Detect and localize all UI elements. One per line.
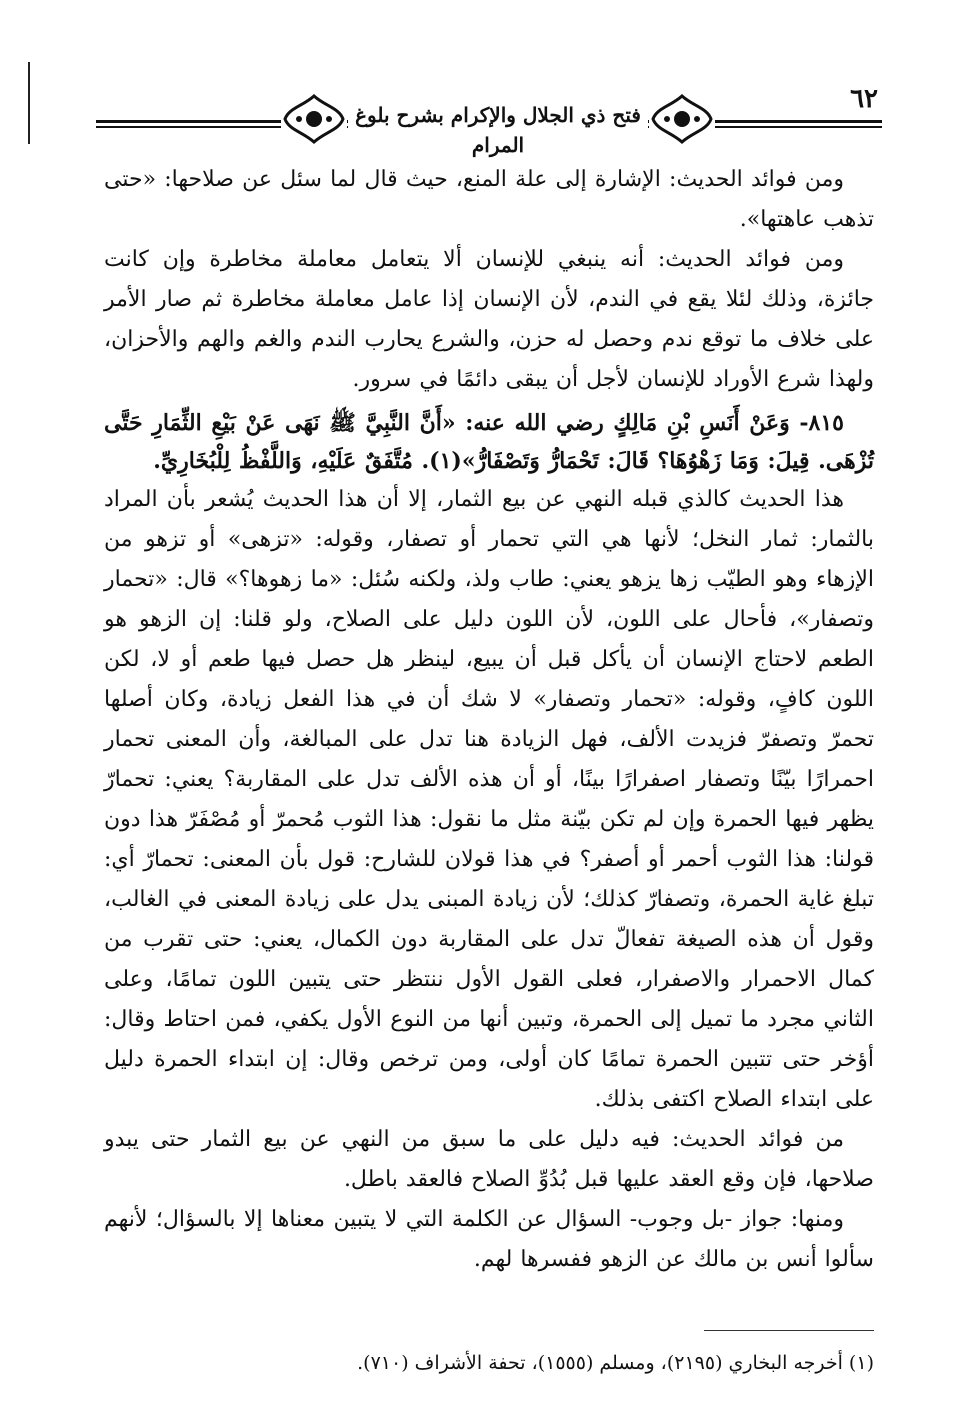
paragraph: ومن فوائد الحديث: الإشارة إلى علة المنع، حيث قال لما سئل عن صلاحها: «حتى تذهب عاهتها». [104,167,874,232]
page-body [104,160,874,1280]
commentary-paragraph: هذا الحديث كالذي قبله النهي عن بيع الثمار، إلا أن هذا الحديث يُشعر بأن المراد بالثمار: ثمار النخل؛ لأنها هي التي تحمار أو تصفار، وقوله: «تزهى» أو تزهو من الإزهاء وهو الطيّب زها يزهو يعني: طاب ولذ، ولكنه سُئل: «ما زهوها؟» قال: «تحمار وتصفار»، فأحال على اللون، لأن اللون دليل على الصلاح، ولو قلنا: إن الزهو هو الطعم لاحتاج الإنسان أن يأكل قبل أن يبيع، لينظر هل حصل فيها طعم أو لا، لكن اللون كافٍ، وقوله: «تحمار وتصفار» لا شك أن في هذا الفعل زيادة، وكان أصلها تحمرّ وتصفرّ فزيدت الألف، فهل الزيادة هنا تدل على المبالغة، وأن المعنى تحمار احمرارًا بيّنًا وتصفار اصفرارًا بينًا، أو أن هذه الألف تدل على المقاربة؟ يعني: تحمارّ يظهر فيها الحمرة وإن لم تكن بيّنة مثل ما نقول: هذا الثوب مُحمرّ أو مُصْفَرّ هذا دون قولنا: هذا الثوب أحمر أو أصفر؟ في هذا قولان للشارح: قول بأن المعنى: تحمارّ أي: تبلغ غاية الحمرة، وتصفارّ كذلك؛ لأن زيادة المبنى يدل على زيادة المعنى في الغالب، وقول أن هذه الصيغة تفعالّ تدل على المقاربة دون الكمال، يعني: حتى تقرب من كمال الاحمرار والاصفرار، فعلى القول الأول ننتظر حتى يتبين اللون تمامًا، وعلى الثاني مجرد ما تميل إلى الحمرة، وتبين أنها من النوع الأول يكفي، فمن احتاط وقال: أؤخر حتى تتبين الحمرة تمامًا كان أولى، ومن ترخص وقال: إن ابتداء الحمرة دليل على ابتداء الصلاح اكتفى بذلك. [104,487,875,1112]
hadith-text [104,404,874,480]
commentary-paragraph: ومنها: جواز -بل وجوب- السؤال عن الكلمة التي لا يتبين معناها إلا بالسؤال؛ لأنهم سألوا أنس بن مالك عن الزهو ففسرها لهم. [104,1207,874,1272]
paragraph: ومن فوائد الحديث: أنه ينبغي للإنسان ألا يتعامل معاملة مخاطرة وإن كانت جائزة، وذلك لئلا يقع في الندم، لأن الإنسان إذا عامل معاملة مخاطرة ثم صار الأمر على خلاف ما توقع ندم وحصل له حزن، والشرع يحارب الندم والغم والهم والأحزان، ولهذا شرع الأوراد للإنسان لأجل أن يبقى دائمًا في سرور. [104,247,874,392]
page-header [96,82,882,157]
hadith-number: ٨١٥- [799,410,844,436]
ornament-icon [281,92,347,146]
running-title: فتح ذي الجلال والإكرام بشرح بلوغ المرام [348,100,648,160]
hadith-body: وَعَنْ أَنَسِ بْنِ مَالِكٍ رضي الله عنه: «أَنَّ النَّبِيَّ ﷺ نَهَى عَنْ بَيْعِ الثِّمَارِ حَتَّى تُزْهَى. قِيلَ: وَمَا زَهْوُهَا؟ قَالَ: تَحْمَارُّ وَتَصْفَارُّ»(١). مُتَّفَقٌ عَلَيْهِ، وَاللَّفْظُ لِلْبُخَارِيِّ. [104,410,874,474]
margin-mark [28,62,30,144]
page-number: ٦٢ [846,82,882,116]
footnote-rule [704,1330,874,1331]
ornament-icon [649,92,715,146]
commentary-paragraph: من فوائد الحديث: فيه دليل على ما سبق من النهي عن بيع الثمار حتى يبدو صلاحها، فإن وقع العقد عليها قبل بُدُوِّ الصلاح فالعقد باطل. [104,1127,874,1192]
footnote: (١) أخرجه البخاري (٢١٩٥)، ومسلم (١٥٥٥)، تحفة الأشراف (٧١٠). [357,1352,874,1374]
